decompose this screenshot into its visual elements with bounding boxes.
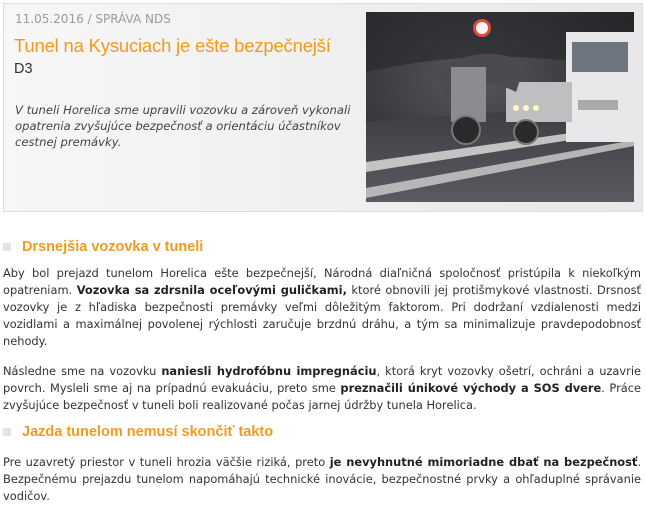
article-photo [366,12,634,202]
article-title[interactable]: Tunel na Kysuciach je ešte bezpečnejší [14,35,331,56]
square-bullet-icon [3,428,11,436]
paragraph-tunnel-driving-1: Pre uzavretý priestor v tuneli hrozia väčšie riziká, preto je nevyhnutné mimoriadne dbať na bezpečnosť. Bezpečnému prejazdu tunelom napomáhajú technické inovácie, bezpečnostné prvky a ohľaduplné správanie vodičov. [3,455,641,503]
section-heading-tunnel-driving: Jazda tunelom nemusí skončiť takto [3,424,273,440]
article-hero [3,3,643,212]
article-lead: V tuneli Horelica sme upravili vozovku a zároveň vykonali opatrenia zvyšujúce bezpečnosť a orientáciu účastníkov cestnej premávky. [15,103,351,149]
paragraph-road-surface-1: Aby bol prejazd tunelom Horelica ešte bezpečnejší, Národná diaľničná spoločnosť pristúpila k niekoľkým opatreniam. Vozovka sa zdrsnila oceľovými guličkami, ktoré obnovili jej protišmykové vlastnosti. Drsnosť vozovky je z hľadiska bezpečnosti premávky veľmi dôležitým faktorom. Pri dodržaní vzdialenosti medzi vozidlami a maximálnej povolenej rýchlosti zaručuje brzdnú dráhu, a tým sa minimalizuje pravdepodobnosť nehody. [3,266,641,348]
section-heading-road-surface: Drsnejšia vozovka v tuneli [3,239,203,255]
square-bullet-icon [3,243,11,251]
paragraph-road-surface-2: Následne sme na vozovku naniesli hydrofóbnu impregnáciu, ktorá kryt vozovky ošetrí, ochráni a uzavrie povrch. Mysleli sme aj na prípadnú evakuáciu, preto sme preznačili únikové východy a SOS dvere. Práce zvyšujúce bezpečnosť v tuneli boli realizované počas jarnej údržby tunela Horelica. [3,364,642,412]
article-source: SPRÁVA NDS [95,12,171,26]
article-subtitle: D3 [14,61,33,77]
article-date: 11.05.2016 [15,12,84,26]
article-meta: 11.05.2016 / SPRÁVA NDS [15,12,171,26]
tunnel-road-machine-image [366,12,634,202]
